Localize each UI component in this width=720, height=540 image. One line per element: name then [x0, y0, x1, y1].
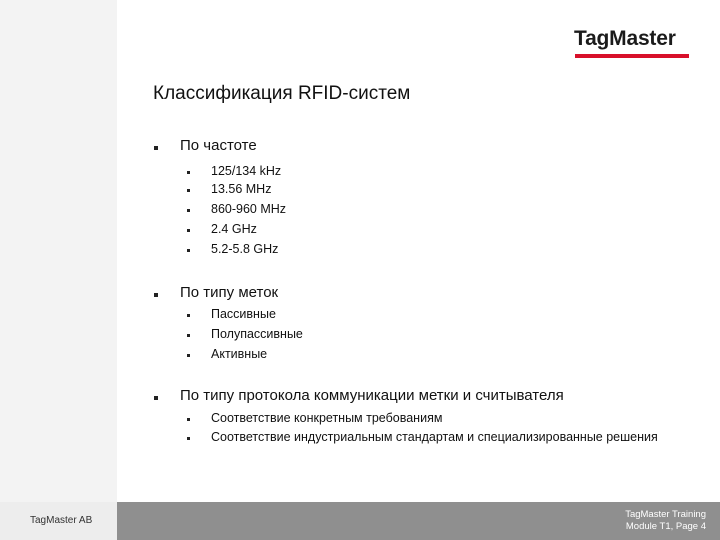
- list-item: Пассивные: [211, 307, 276, 321]
- bullet-icon: [187, 334, 190, 337]
- bullet-icon: [187, 249, 190, 252]
- bullet-icon: [154, 396, 158, 400]
- footer-training-label: TagMaster Training: [625, 509, 706, 520]
- bullet-icon: [154, 293, 158, 297]
- list-item: 125/134 kHz: [211, 164, 282, 178]
- footer-page-info: [625, 509, 706, 533]
- list-item: Соответствие индустриальным стандартам и специализированные решения: [211, 430, 658, 444]
- left-margin-band: [0, 0, 117, 502]
- section-heading-tag-type: По типу меток: [180, 284, 279, 301]
- bullet-icon: [154, 146, 158, 150]
- footer-page-label: Module T1, Page 4: [625, 521, 706, 532]
- list-item: Соответствие конкретным требованиям: [211, 411, 443, 425]
- section-heading-protocol: По типу протокола коммуникации метки и считывателя: [180, 387, 564, 404]
- bullet-icon: [187, 229, 190, 232]
- slide-title: Классификация RFID-систем: [153, 83, 411, 104]
- list-item: 13.56 MHz: [211, 182, 272, 196]
- bullet-icon: [187, 209, 190, 212]
- tagmaster-logo: TagMaster: [574, 27, 676, 50]
- footer-company: TagMaster AB: [30, 515, 93, 526]
- logo-accent-bar: [575, 54, 689, 58]
- bullet-icon: [187, 437, 190, 440]
- list-item: 860-960 MHz: [211, 202, 287, 216]
- list-item: 5.2-5.8 GHz: [211, 242, 279, 256]
- bullet-icon: [187, 171, 190, 174]
- bullet-icon: [187, 418, 190, 421]
- section-heading-frequency: По частоте: [180, 137, 257, 154]
- bullet-icon: [187, 314, 190, 317]
- bullet-icon: [187, 189, 190, 192]
- list-item: Полупассивные: [211, 327, 303, 341]
- list-item: 2.4 GHz: [211, 222, 257, 236]
- bullet-icon: [187, 354, 190, 357]
- list-item: Активные: [211, 347, 268, 361]
